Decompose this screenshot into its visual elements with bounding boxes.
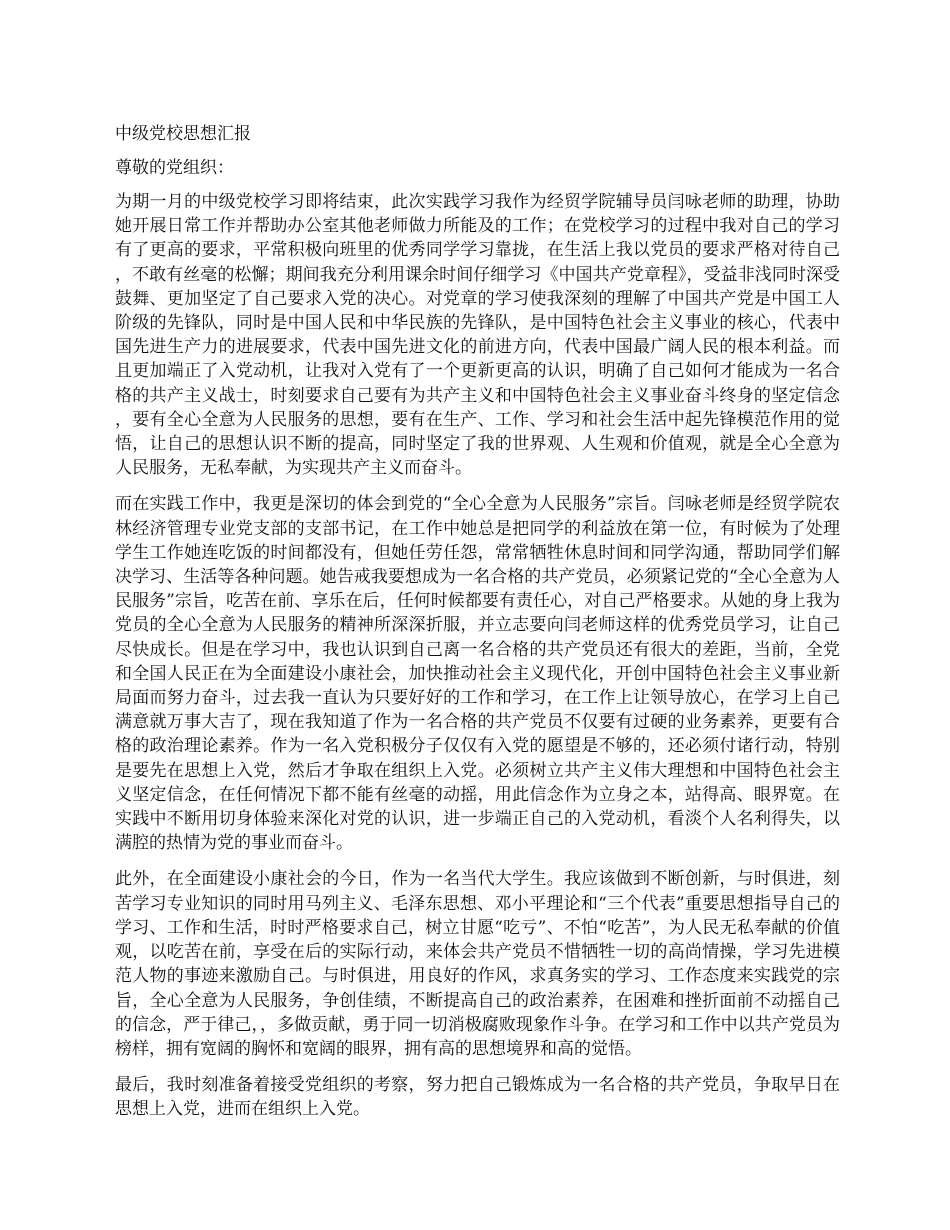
paragraph-1: 为期一月的中级党校学习即将结束，此次实践学习我作为经贸学院辅导员闫咏老师的助理，协助她开展日常工作并帮助办公室其他老师做力所能及的工作；在党校学习的过程中我对自己的学习有了更高的要求，平常积极向班里的优秀同学学习靠拢，在生活上我以党员的要求严格对待自己，不敢有丝毫的松懈；期间我充分利用课余时间仔细学习《中国共产党章程》，受益非浅同时深受鼓舞、更加坚定了自己要求入党的决心。对党章的学习使我深刻的理解了中国共产党是中国工人阶级的先锋队，同时是中国人民和中华民族的先锋队，是中国特色社会主义事业的核心，代表中国先进生产力的进展要求，代表中国先进文化的前进方向，代表中国最广阔人民的根本利益。而且更加端正了入党动机，让我对入党有了一个更新更高的认识，明确了自己如何才能成为一名合格的共产主义战士，时刻要求自己要有为共产主义和中国特色社会主义事业奋斗终身的坚定信念，要有全心全意为人民服务的思想，要有在生产、工作、学习和社会生活中起先锋模范作用的觉悟，让自己的思想认识不断的提高，同时坚定了我的世界观、人生观和价值观，就是全心全意为人民服务，无私奉献，为实现共产主义而奋斗。	[115, 192, 840, 479]
paragraph-4: 最后，我时刻准备着接受党组织的考察，努力把自己锻炼成为一名合格的共产党员，争取早日在思想上入党，进而在组织上入党。	[115, 1075, 840, 1120]
paragraph-2: 而在实践工作中，我更是深切的体会到党的“全心全意为人民服务”宗旨。闫咏老师是经贸学院农林经济管理专业党支部的支部书记，在工作中她总是把同学的利益放在第一位，有时候为了处理学生工作她连吃饭的时间都没有，但她任劳任怨，常常牺牲休息时间和同学沟通，帮助同学们解决学习、生活等各种问题。她告戒我要想成为一名合格的共产党员，必须紧记党的“全心全意为人民服务”宗旨，吃苦在前、享乐在后，任何时候都要有责任心，对自己严格要求。从她的身上我为党员的全心全意为人民服务的精神所深深折服，并立志要向闫老师这样的优秀党员学习，让自己尽快成长。但是在学习中，我也认识到自己离一名合格的共产党员还有很大的差距，当前，全党和全国人民正在为全面建设小康社会，加快推动社会主义现代化，开创中国特色社会主义事业新局面而努力奋斗，过去我一直认为只要好好的工作和学习，在工作上让领导放心，在学习上自己满意就万事大吉了，现在我知道了作为一名合格的共产党员不仅要有过硬的业务素养，更要有合格的政治理论素养。作为一名入党积极分子仅仅有入党的愿望是不够的，还必须付诸行动，特别是要先在思想上入党，然后才争取在组织上入党。必须树立共产主义伟大理想和中国特色社会主义坚定信念，在任何情况下都不能有丝毫的动摇，用此信念作为立身之本，站得高、眼界宽。在实践中不断用切身体验来深化对党的认识，进一步端正自己的入党动机，看淡个人名利得失，以满腔的热情为党的事业而奋斗。	[115, 494, 840, 854]
salutation: 尊敬的党组织：	[115, 158, 234, 178]
paragraph-3: 此外，在全面建设小康社会的今日，作为一名当代大学生。我应该做到不断创新，与时俱进，刻苦学习专业知识的同时用马列主义、毛泽东思想、邓小平理论和“三个代表”重要思想指导自己的学习、工作和生活，时时严格要求自己，树立甘愿“吃亏”、不怕“吃苦”，为人民无私奉献的价值观，以吃苦在前，享受在后的实际行动，来体会共产党员不惜牺牲一切的高尚情操，学习先进模范人物的事迹来激励自己。与时俱进，用良好的作风，求真务实的学习、工作态度来实践党的宗旨，全心全意为人民服务，争创佳绩，不断提高自己的政治素养，在困难和挫折面前不动摇自己的信念，严于律己，，多做贡献，勇于同一切消极腐败现象作斗争。在学习和工作中以共产党员为榜样，拥有宽阔的胸怀和宽阔的眼界，拥有高的思想境界和高的觉悟。	[115, 869, 840, 1059]
document-body	[115, 122, 840, 1134]
document-title: 中级党校思想汇报	[115, 124, 251, 144]
